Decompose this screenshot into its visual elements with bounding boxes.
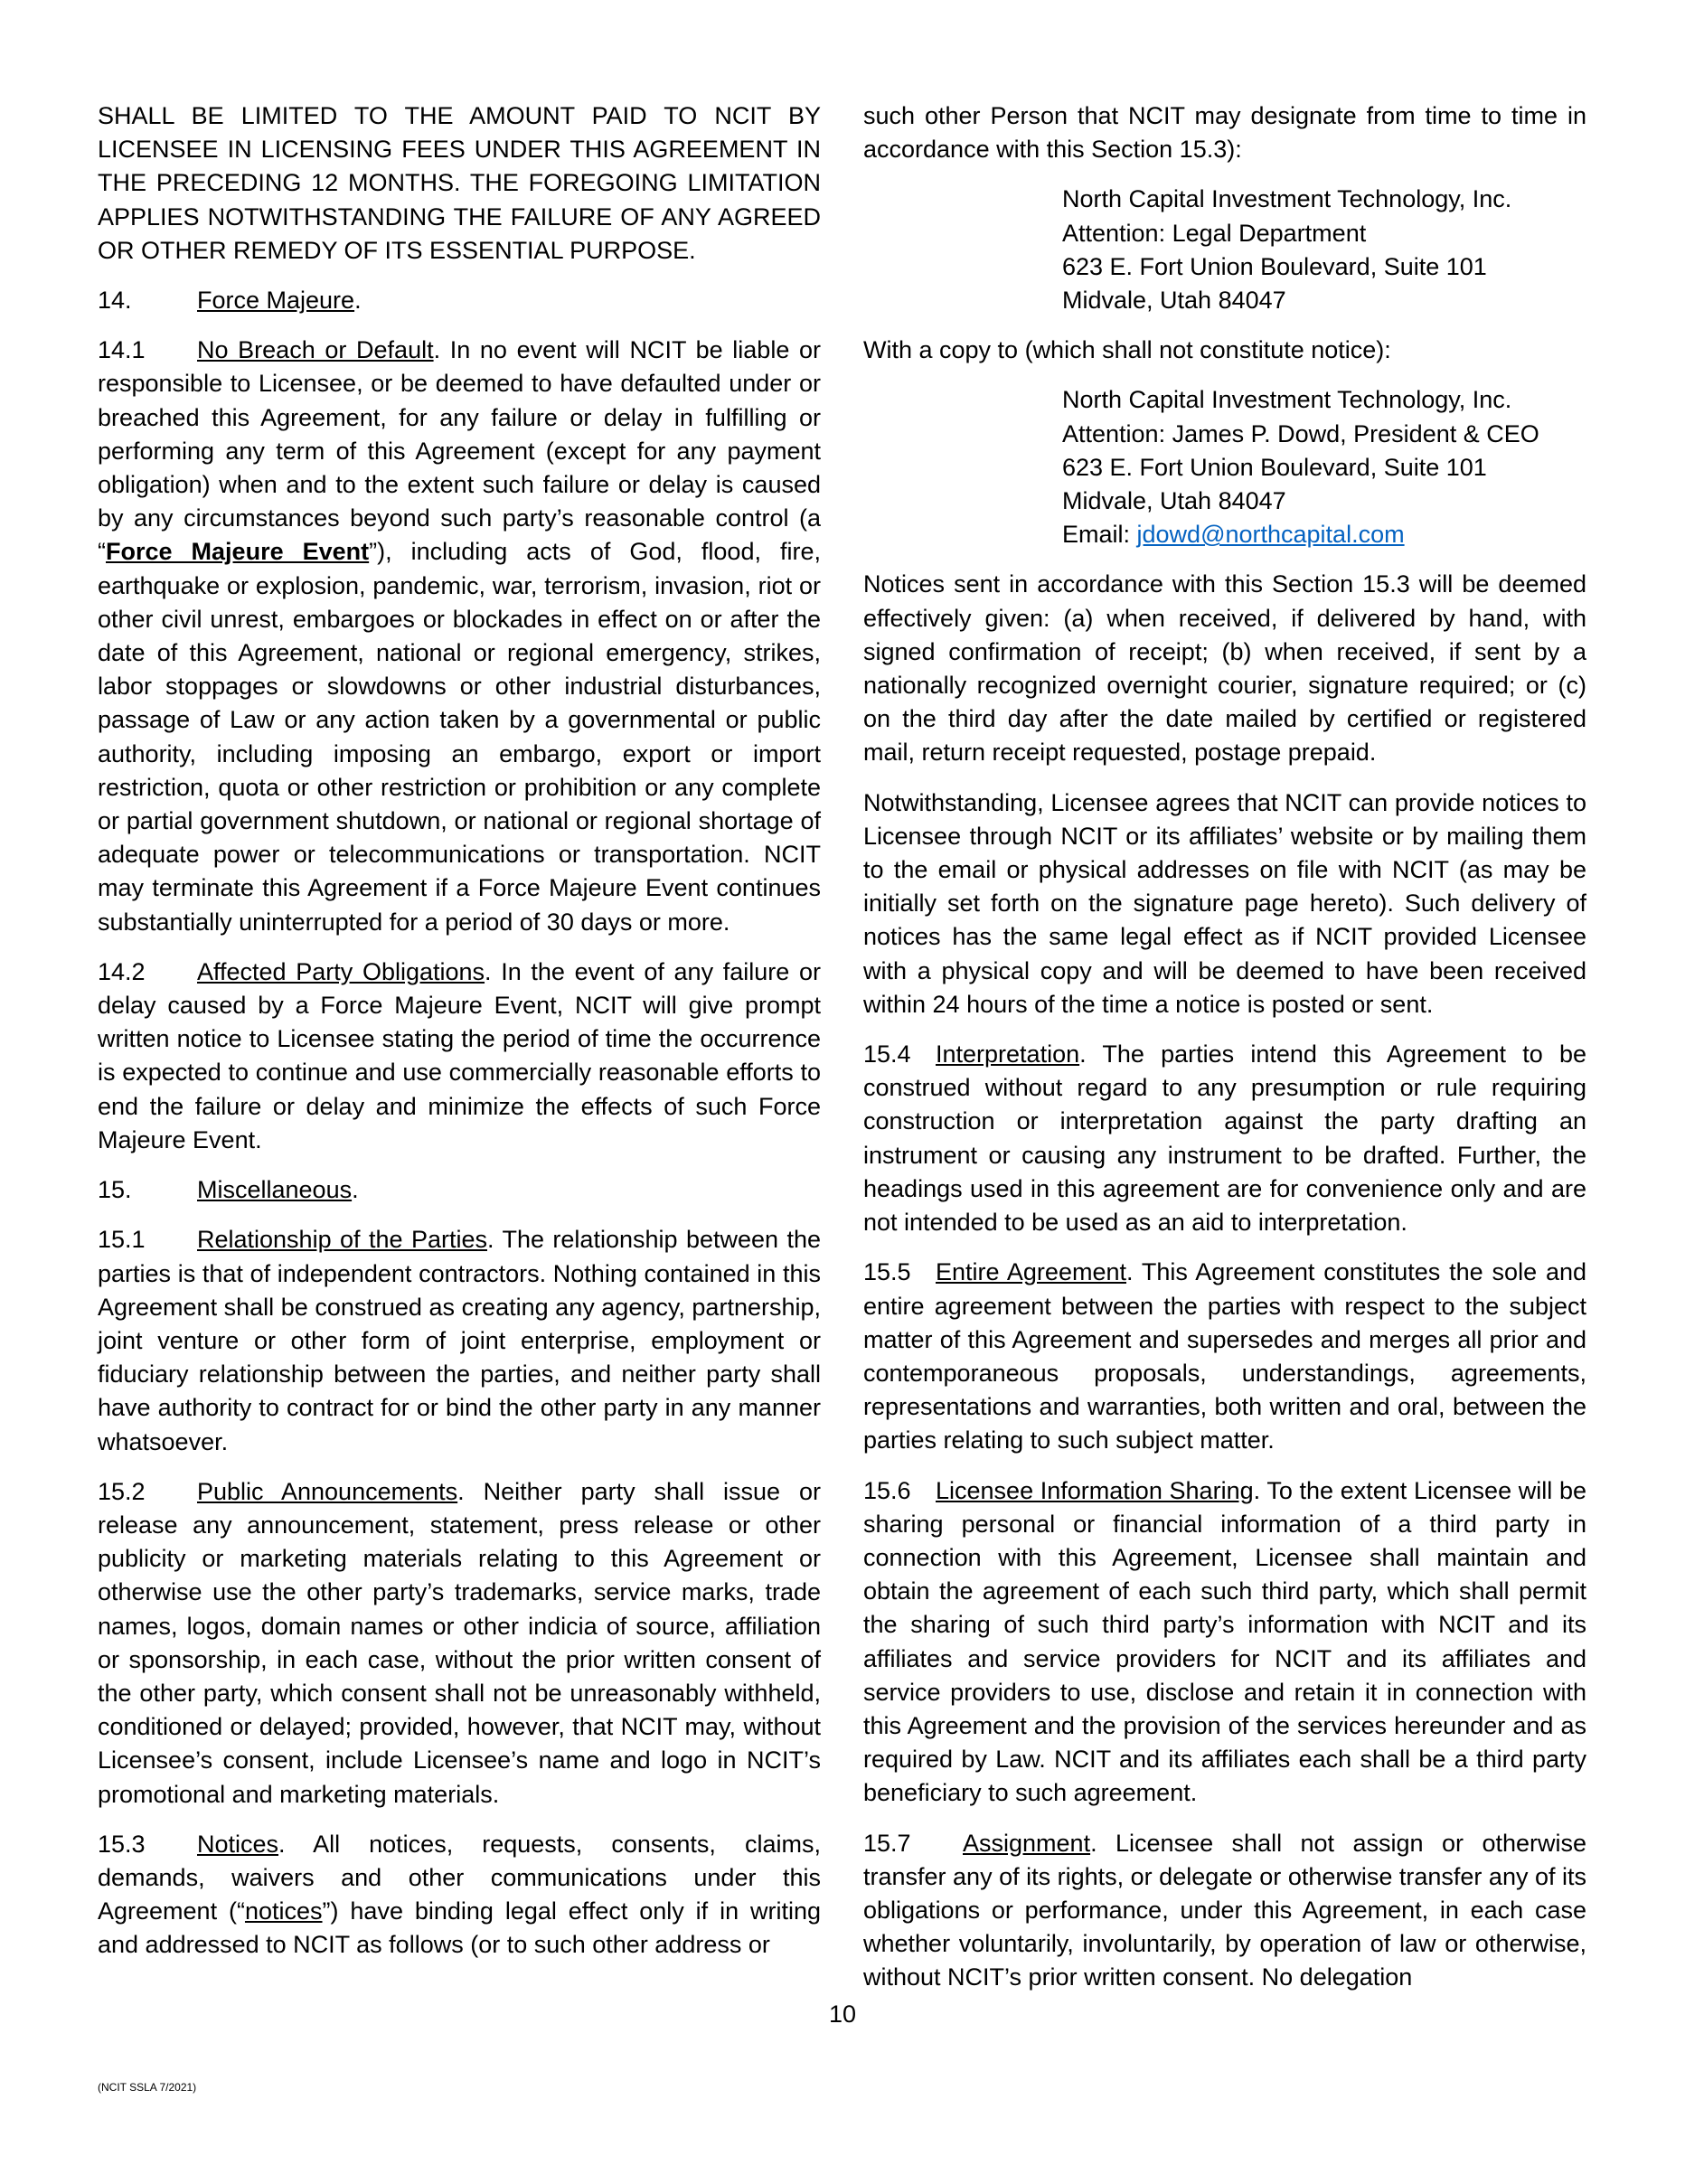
section-15-3: 15.3 Notices. All notices, requests, consents, claims, demands, waivers and other communications under this Agreement (“notices”) have binding legal effect only if in writing and addressed to NCIT as follows (or to such other address or bbox=[98, 1828, 821, 1963]
address-line: Midvale, Utah 84047 bbox=[1062, 287, 1286, 315]
email-label: Email: bbox=[1062, 521, 1137, 549]
section-title: Public Announcements bbox=[197, 1477, 458, 1505]
section-14-heading: 14. Force Majeure. bbox=[98, 284, 821, 317]
section-number: 15.6 bbox=[863, 1476, 911, 1504]
defined-term: Force Majeure Event bbox=[106, 538, 370, 566]
address-line: Attention: James P. Dowd, President & CEO bbox=[1062, 419, 1539, 447]
notices-delivery-paragraph: Notices sent in accordance with this Section 15.3 will be deemed effectively given: (a) when received, if delivered by hand, with signed confirmation of receipt; (b) when received, if sent by a nationally recognized overnight courier, signature required; or (c) on the third day after the date mailed by certified or registered mail, return receipt requested, postage prepaid. bbox=[863, 570, 1586, 767]
section-15-heading: 15. Miscellaneous. bbox=[98, 1173, 821, 1207]
right-column bbox=[863, 99, 1586, 1995]
address-line: 623 E. Fort Union Boulevard, Suite 101 bbox=[1062, 252, 1487, 280]
section-number: 14.2 bbox=[98, 957, 146, 985]
section-title: Affected Party Obligations bbox=[197, 957, 485, 985]
section-14-2: 14.2 Affected Party Obligations. In the event of any failure or delay caused by a Force Majeure Event, NCIT will give prompt written notice to Licensee stating the period of time the occurrence is expected to continue and use commercially reasonable efforts to end the failure or delay and minimize the effects of such Force Majeure Event. bbox=[98, 956, 821, 1157]
section-15-2: 15.2 Public Announcements. Neither party shall issue or release any announcement, statement, press release or other publicity or marketing materials relating to this Agreement or otherwise use the other party’s trademarks, service marks, trade names, logos, domain names or other indicia of source, affiliation or sponsorship, in each case, without the prior written consent of the other party, which consent shall not be unreasonably withheld, conditioned or delayed; provided, however, that NCIT may, without Licensee’s consent, include Licensee’s name and logo in NCIT’s promotional and marketing materials. bbox=[98, 1475, 821, 1812]
ncit-ceo-address-block bbox=[1062, 383, 1586, 551]
section-number: 14.1 bbox=[98, 336, 146, 364]
section-15-7: 15.7 Assignment. Licensee shall not assign or otherwise transfer any of its rights, or delegate or otherwise transfer any of its obligations or performance, under this Agreement, in each case whether voluntarily, involuntarily, by operation of law or otherwise, without NCIT’s prior written consent. No delegation bbox=[863, 1827, 1586, 1995]
section-number: 15.4 bbox=[863, 1040, 911, 1068]
address-line: Attention: Legal Department bbox=[1062, 219, 1367, 247]
email-link[interactable]: jdowd@northcapital.com bbox=[1136, 521, 1405, 549]
footer-document-code: (NCIT SSLA 7/2021) bbox=[98, 2081, 197, 2094]
section-title: Relationship of the Parties bbox=[197, 1226, 487, 1254]
section-title: Assignment bbox=[963, 1829, 1091, 1857]
section-title: No Breach or Default bbox=[197, 336, 434, 364]
section-title: Licensee Information Sharing bbox=[936, 1476, 1254, 1504]
section-number: 15.5 bbox=[863, 1258, 911, 1286]
section-15-1: 15.1 Relationship of the Parties. The relationship between the parties is that of independent contractors. Nothing contained in this Agreement shall be construed as creating any agency, partnership, joint venture or other form of joint enterprise, employment or fiduciary relationship between the parties, and neither party shall have authority to contract for or bind the other party in any manner whatsoever. bbox=[98, 1223, 821, 1458]
section-title: Interpretation bbox=[936, 1040, 1080, 1068]
section-15-6: 15.6 Licensee Information Sharing. To the extent Licensee will be sharing personal or financial information of a third party in connection with this Agreement, Licensee shall maintain and obtain the agreement of each such third party, which shall permit the sharing of such third party’s information with NCIT and its affiliates and service providers for NCIT and its affiliates and service providers to use, disclose and retain it in connection with this Agreement and the provision of the services hereunder and as required by Law. NCIT and its affiliates each shall be a third party beneficiary to such agreement. bbox=[863, 1474, 1586, 1811]
email-line bbox=[1062, 518, 1586, 551]
notwithstanding-paragraph: Notwithstanding, Licensee agrees that NCIT can provide notices to Licensee through NCIT or its affiliates’ website or by mailing them to the email or physical addresses on file with NCIT (as may be initially set forth on the signature page hereto). Such delivery of notices has the same legal effect as if NCIT provided Licensee with a physical copy and will be deemed to have been received within 24 hours of the time a notice is posted or sent. bbox=[863, 788, 1586, 1018]
section-15-5: 15.5 Entire Agreement. This Agreement constitutes the sole and entire agreement between the parties with respect to the subject matter of this Agreement and supersedes and merges all prior and contemporaneous proposals, understandings, agreements, representations and warranties, both written and oral, between the parties relating to such subject matter. bbox=[863, 1256, 1586, 1457]
address-line: 623 E. Fort Union Boulevard, Suite 101 bbox=[1062, 453, 1487, 481]
liability-limitation-paragraph: SHALL BE LIMITED TO THE AMOUNT PAID TO NCIT BY LICENSEE IN LICENSING FEES UNDER THIS AGREEMENT IN THE PRECEDING 12 MONTHS. THE FOREGOING LIMITATION APPLIES NOTWITHSTANDING THE FAILURE OF ANY AGREED OR OTHER REMEDY OF ITS ESSENTIAL PURPOSE. bbox=[98, 102, 821, 264]
ncit-legal-address-block bbox=[1062, 183, 1586, 317]
section-number: 15.7 bbox=[863, 1829, 911, 1857]
section-15-4: 15.4 Interpretation. The parties intend this Agreement to be construed without regard to any presumption or rule requiring construction or interpretation against the party drafting an instrument or causing any instrument to be drafted. Further, the headings used in this agreement are for convenience only and are not intended to be used as an aid to interpretation. bbox=[863, 1038, 1586, 1239]
address-line: Midvale, Utah 84047 bbox=[1062, 487, 1286, 515]
section-14-1: 14.1 No Breach or Default. In no event will NCIT be liable or responsible to Licensee, or be deemed to have defaulted under or breached this Agreement, for any failure or delay in fulfilling or performing any term of this Agreement (except for any payment obligation) when and to the extent such failure or delay is caused by any circumstances beyond such party’s reasonable control (a “Force Majeure Event”), including acts of God, flood, fire, earthquake or explosion, pandemic, war, terrorism, invasion, riot or other civil unrest, embargoes or blockades in effect on or after the date of this Agreement, national or regional emergency, strikes, labor stoppages or slowdowns or other industrial disturbances, passage of Law or any action taken by a governmental or public authority, including imposing an embargo, export or import restriction, quota or other restriction or prohibition or any complete or partial government shutdown, or national or regional shortage of adequate power or telecommunications or transportation. NCIT may terminate this Agreement if a Force Majeure Event continues substantially uninterrupted for a period of 30 days or more. bbox=[98, 334, 821, 939]
section-number: 15.1 bbox=[98, 1226, 146, 1254]
section-title: Force Majeure bbox=[197, 287, 355, 315]
section-number: 15. bbox=[98, 1176, 132, 1204]
section-title: Notices bbox=[197, 1830, 279, 1858]
notices-continuation-paragraph: such other Person that NCIT may designate from time to time in accordance with this Section 15.3): bbox=[863, 102, 1586, 164]
copy-to-line: With a copy to (which shall not constitute notice): bbox=[863, 336, 1391, 364]
section-title: Entire Agreement bbox=[936, 1258, 1126, 1286]
left-column bbox=[98, 99, 821, 1963]
address-line: North Capital Investment Technology, Inc. bbox=[1062, 386, 1512, 414]
address-line: North Capital Investment Technology, Inc. bbox=[1062, 185, 1512, 213]
section-title: Miscellaneous bbox=[197, 1176, 353, 1204]
page-number: 10 bbox=[828, 2000, 857, 2028]
section-number: 15.3 bbox=[98, 1830, 146, 1858]
section-number: 14. bbox=[98, 287, 132, 315]
defined-term: notices bbox=[244, 1897, 323, 1925]
section-number: 15.2 bbox=[98, 1477, 146, 1505]
